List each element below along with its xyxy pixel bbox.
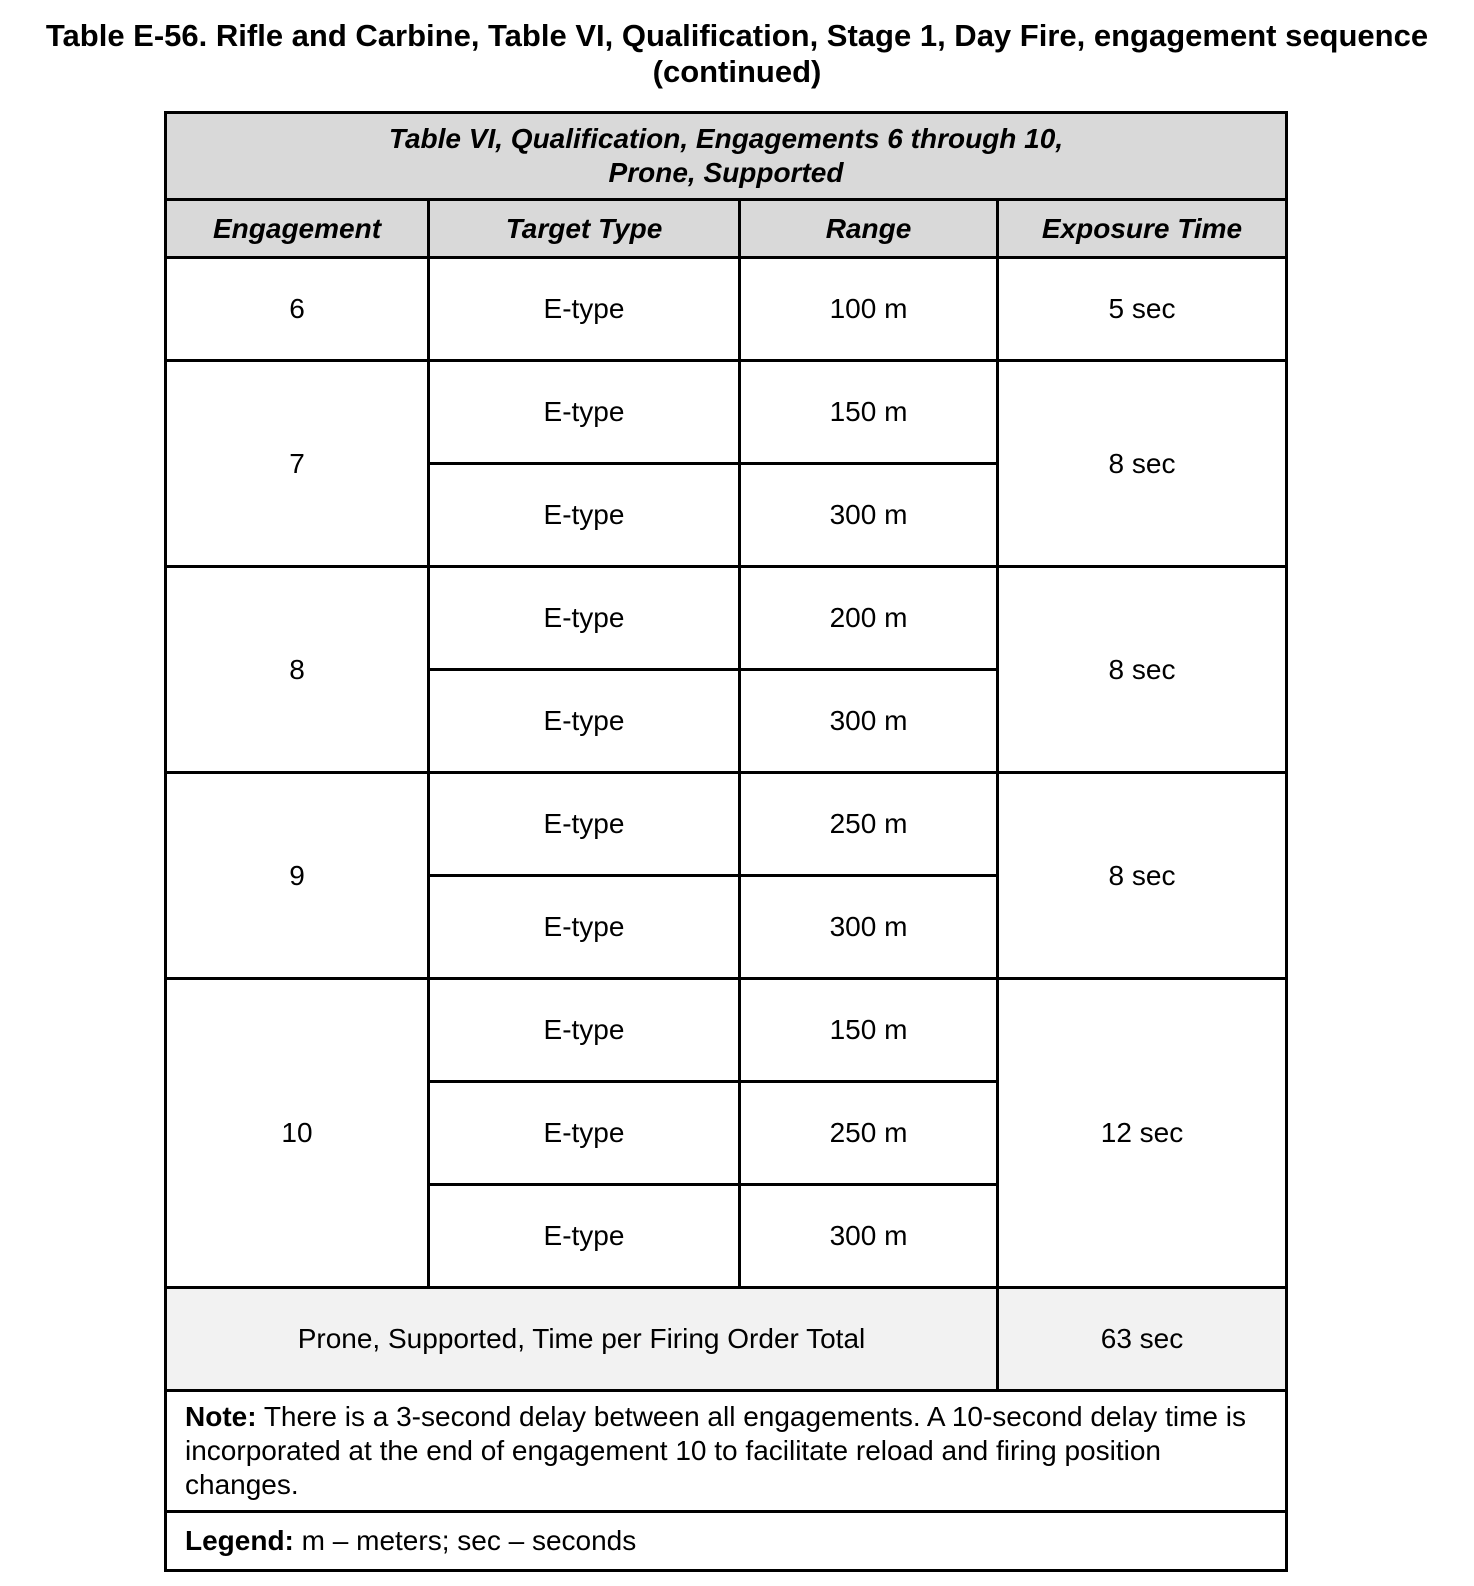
engagement-cell: 10: [166, 979, 429, 1288]
exposure-time-cell: 8 sec: [998, 361, 1287, 567]
qualification-table: [164, 111, 1288, 1572]
note-cell: [166, 1391, 1287, 1512]
range-cell: 150 m: [740, 361, 998, 464]
range-cell: 250 m: [740, 1082, 998, 1185]
target-type-cell: E-type: [429, 258, 740, 361]
legend-row: [166, 1512, 1287, 1571]
target-type-cell: E-type: [429, 1082, 740, 1185]
note-text: There is a 3-second delay between all engagements. A 10-second delay time is incorporated at the end of engagement 10 to facilitate reload and firing position changes.: [185, 1401, 1246, 1500]
engagement-cell: 7: [166, 361, 429, 567]
legend-text: m – meters; sec – seconds: [293, 1525, 637, 1556]
total-value: 63 sec: [998, 1288, 1287, 1391]
range-cell: 100 m: [740, 258, 998, 361]
target-type-cell: E-type: [429, 670, 740, 773]
range-cell: 250 m: [740, 773, 998, 876]
table-caption: [0, 18, 1474, 90]
target-type-cell: E-type: [429, 361, 740, 464]
legend-label: Legend:: [185, 1525, 294, 1556]
range-cell: 200 m: [740, 567, 998, 670]
header-target-type: Target Type: [429, 200, 740, 258]
exposure-time-cell: 8 sec: [998, 567, 1287, 773]
target-type-cell: E-type: [429, 567, 740, 670]
exposure-time-cell: 12 sec: [998, 979, 1287, 1288]
target-type-cell: E-type: [429, 1185, 740, 1288]
engagement-cell: 9: [166, 773, 429, 979]
range-cell: 300 m: [740, 1185, 998, 1288]
table-row: [166, 258, 1287, 361]
exposure-time-cell: 8 sec: [998, 773, 1287, 979]
table-title-line-2: Prone, Supported: [608, 157, 844, 188]
range-cell: 300 m: [740, 464, 998, 567]
target-type-cell: E-type: [429, 979, 740, 1082]
table-title: [166, 113, 1287, 200]
note-label: Note:: [185, 1401, 257, 1432]
target-type-cell: E-type: [429, 464, 740, 567]
range-cell: 300 m: [740, 876, 998, 979]
header-exposure-time: Exposure Time: [998, 200, 1287, 258]
table-row: [166, 361, 1287, 464]
range-cell: 300 m: [740, 670, 998, 773]
table-row: [166, 979, 1287, 1082]
total-label: Prone, Supported, Time per Firing Order Total: [166, 1288, 998, 1391]
exposure-time-cell: 5 sec: [998, 258, 1287, 361]
engagement-cell: 6: [166, 258, 429, 361]
engagement-cell: 8: [166, 567, 429, 773]
range-cell: 150 m: [740, 979, 998, 1082]
caption-line-2: (continued): [652, 54, 822, 89]
legend-cell: [166, 1512, 1287, 1571]
target-type-cell: E-type: [429, 876, 740, 979]
table-row: [166, 773, 1287, 876]
table-title-line-1: Table VI, Qualification, Engagements 6 through 10,: [388, 123, 1064, 154]
header-engagement: Engagement: [166, 200, 429, 258]
target-type-cell: E-type: [429, 773, 740, 876]
table-row: [166, 567, 1287, 670]
caption-line-1: Table E-56. Rifle and Carbine, Table VI, Qualification, Stage 1, Day Fire, engagement sequence: [45, 18, 1429, 53]
note-row: [166, 1391, 1287, 1512]
total-row: [166, 1288, 1287, 1391]
header-range: Range: [740, 200, 998, 258]
